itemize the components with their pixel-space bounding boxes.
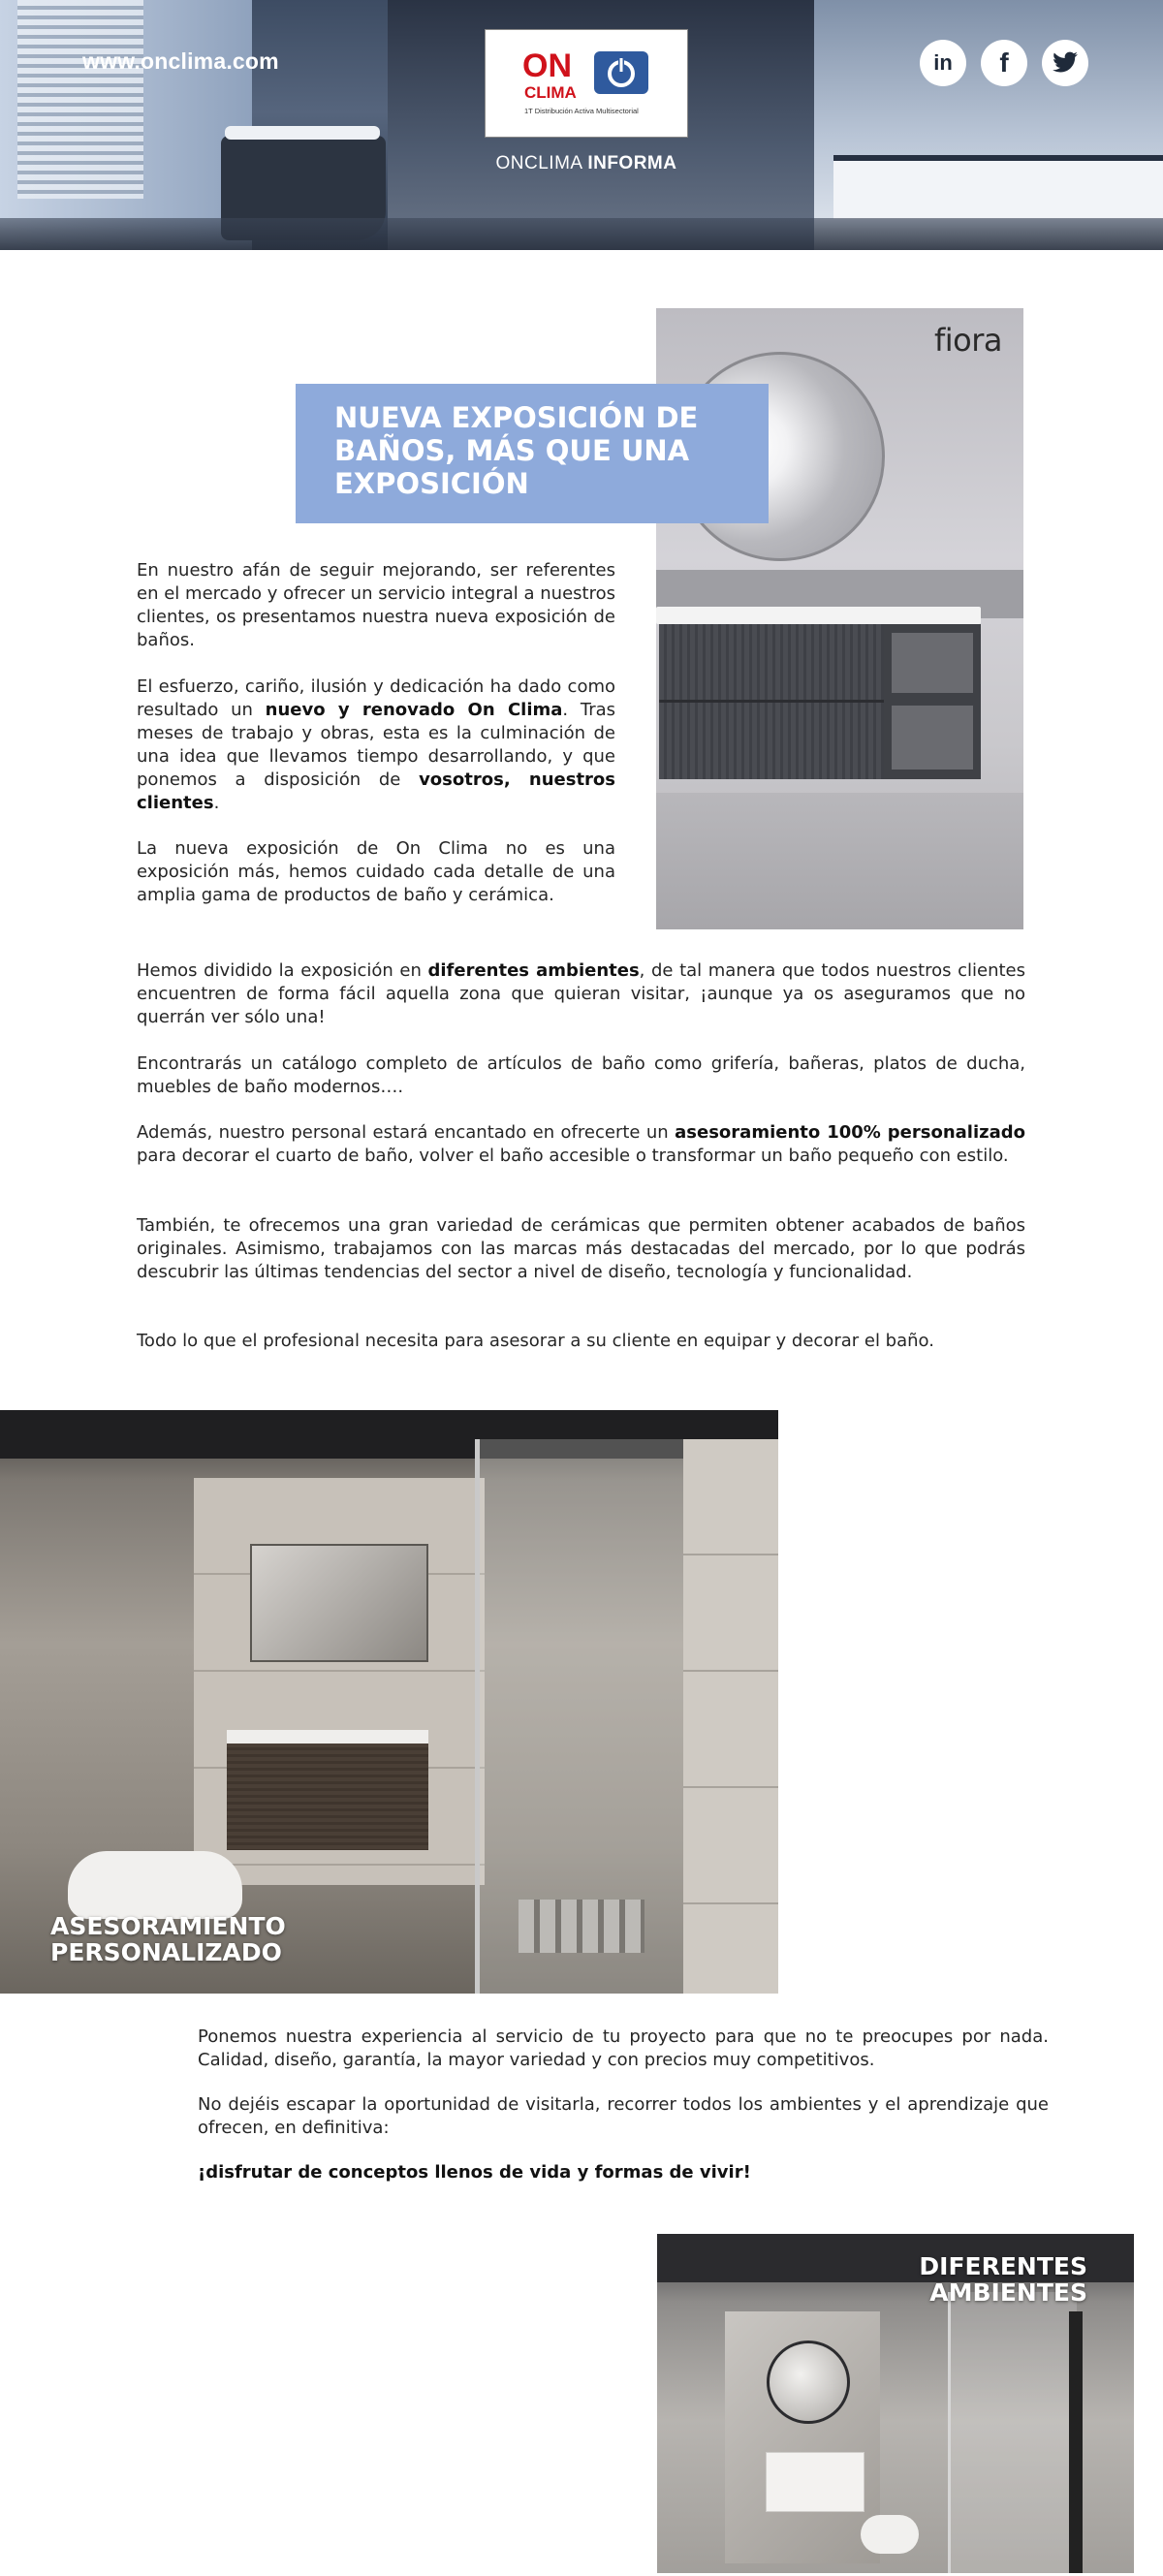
twitter-button[interactable] xyxy=(1042,40,1088,86)
onclima-informa-label xyxy=(481,153,692,174)
vanity-countertop xyxy=(656,607,981,624)
photo1-caption xyxy=(50,1913,286,1965)
body-p4-bold: diferentes ambientes xyxy=(427,960,640,981)
floor-area xyxy=(656,793,1023,929)
vanity-drawer-line xyxy=(659,700,884,703)
body-p6-part-a: Además, nuestro personal estará encantado en ofrecerte un xyxy=(137,1122,676,1143)
vanity-shelf-opening-2 xyxy=(892,706,973,770)
intro-p2-part-a: El esfuerzo, cariño, ilusión y dedicación ha dado como resultado un xyxy=(137,676,615,720)
logo-tagline: 1T Distribución Activa Multisectorial xyxy=(524,107,639,115)
logo-on-text: ON xyxy=(522,47,572,84)
round-mirror-small xyxy=(767,2340,850,2424)
shower-showroom-photo xyxy=(0,1410,778,1994)
body-p6-bold: asesoramiento 100% personalizado xyxy=(675,1122,1025,1143)
facebook-button[interactable] xyxy=(981,40,1027,86)
body-paragraph-asesoramiento xyxy=(137,1121,1025,1168)
photo1-caption-line1: ASESORAMIENTO xyxy=(50,1912,286,1940)
photo2-caption-line2: AMBIENTES xyxy=(929,2278,1087,2307)
body-paragraph-ambientes xyxy=(137,959,1025,1029)
intro-p2-part-c: . Tras meses de trabajo y obras, esta es la culminación de una idea que llevamos tiempo desarrollando, y que ponemos a disposición de xyxy=(137,700,616,790)
vanity-shelf-opening-1 xyxy=(892,633,973,693)
body-paragraph-catalogo: Encontrarás un catálogo completo de artículos de baño como grifería, bañeras, platos de ducha, muebles de baño modernos…. xyxy=(137,1053,1025,1097)
body-paragraph-ceramicas: También, te ofrecemos una gran variedad de cerámicas que permiten obtener acabados de baños originales. Asimismo, trabajamos con las marcas más destacadas del mercado, por lo que podrás descubrir las últimas tendencias del sector a nivel de diseño, tecnología y funcionalidad. xyxy=(137,1215,1025,1282)
intro-p2-bold-a: nuevo y renovado On Clima xyxy=(265,700,563,720)
vanity-unit xyxy=(227,1730,428,1850)
linkedin-icon: in xyxy=(933,50,953,75)
body-p4-part-c: , de tal manera que todos nuestros clientes encuentren de forma fácil aquella zona que quieran visitar, ¡aunque ya os aseguramos que no querrán ver sólo una! xyxy=(137,960,1026,1027)
facebook-icon: f xyxy=(999,47,1009,78)
header-banner xyxy=(0,0,1163,250)
header-counter-right xyxy=(833,155,1163,219)
ambientes-showroom-photo xyxy=(657,2234,1134,2573)
logo-clima-text: CLIMA xyxy=(524,83,577,102)
header-radiator xyxy=(17,0,143,199)
onclima-logo[interactable] xyxy=(485,29,688,138)
power-icon xyxy=(594,51,648,94)
photo1-caption-line2: PERSONALIZADO xyxy=(50,1938,282,1966)
closing-paragraph-1: Ponemos nuestra experiencia al servicio de tu proyecto para que no te preocupes por nada. Calidad, diseño, garantía, la mayor variedad y con precios muy competitivos. xyxy=(198,2026,1049,2070)
dark-door-frame xyxy=(1069,2311,1083,2573)
intro-paragraph-3: La nueva exposición de On Clima no es una exposición más, hemos cuidado cada detalle de una amplia gama de productos de baño y cerámica. xyxy=(137,838,615,905)
shower-seat xyxy=(519,1900,644,1953)
informa-bold: INFORMA xyxy=(587,153,677,173)
wall-mirror xyxy=(250,1544,428,1662)
closing-paragraph-2: No dejéis escapar la oportunidad de visitarla, recorrer todos los ambientes y el aprendizaje que ofrecen, en definitiva: xyxy=(198,2094,1049,2138)
brand-label-fiora: fiora xyxy=(934,322,1002,359)
wall-toilet xyxy=(861,2515,919,2554)
informa-prefix: ONCLIMA xyxy=(495,153,582,173)
right-wall-tiles xyxy=(683,1439,778,1994)
toilet xyxy=(68,1851,242,1919)
header-floor xyxy=(0,218,1163,250)
page-title: NUEVA EXPOSICIÓN DE BAÑOS, MÁS QUE UNA EXPOSICIÓN xyxy=(334,401,699,500)
photo2-caption xyxy=(919,2253,1087,2306)
white-vanity xyxy=(766,2452,864,2512)
closing-highlight xyxy=(198,2161,1049,2184)
photo2-caption-line1: DIFERENTES xyxy=(919,2252,1087,2280)
closing-highlight-text: ¡disfrutar de conceptos llenos de vida y formas de vivir! xyxy=(198,2162,751,2183)
body-paragraph-profesional: Todo lo que el profesional necesita para asesorar a su cliente en equipar y decorar el baño. xyxy=(137,1331,934,1351)
shower-glass xyxy=(948,2292,1077,2573)
intro-paragraph-2 xyxy=(137,675,615,815)
body-p6-part-c: para decorar el cuarto de baño, volver el baño accesible o transformar un baño pequeño con estilo. xyxy=(137,1146,1009,1166)
header-sink-left xyxy=(225,126,380,140)
headline-box xyxy=(296,384,769,523)
twitter-icon xyxy=(1052,51,1079,75)
intro-paragraph-1: En nuestro afán de seguir mejorando, ser referentes en el mercado y ofrecer un servicio integral a nuestros clientes, os presentamos nuestra nueva exposición de baños. xyxy=(137,560,615,650)
intro-p2-bold-b: vosotros, nuestros clientes xyxy=(137,770,616,813)
linkedin-button[interactable] xyxy=(920,40,966,86)
body-p4-part-a: Hemos dividido la exposición en xyxy=(137,960,428,981)
intro-p2-part-e: . xyxy=(213,793,220,813)
site-url-link[interactable]: www.onclima.com xyxy=(82,48,279,74)
